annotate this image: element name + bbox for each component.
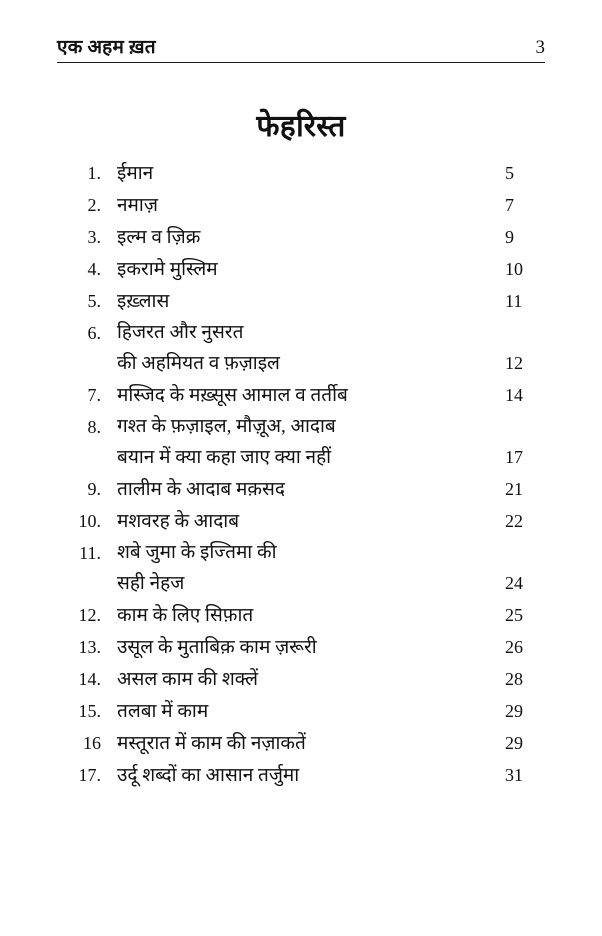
toc-entry-number: 14.	[78, 669, 101, 689]
toc-entry[interactable]	[57, 190, 547, 221]
toc-entry-number: 2.	[87, 195, 101, 215]
toc-entry-number: 13.	[78, 637, 101, 657]
toc-entry-body	[101, 286, 547, 317]
toc-entry[interactable]	[57, 728, 547, 759]
toc-entry-page-number: 31	[505, 765, 523, 785]
toc-entry-page-number: 7	[505, 195, 514, 215]
toc-entry-number: 10.	[78, 511, 101, 531]
toc-entry-title: सही नेहज	[117, 573, 185, 594]
toc-entry-line	[117, 664, 547, 695]
toc-entry-title: इल्म व ज़िक्र	[117, 227, 201, 248]
toc-entry-line	[117, 348, 547, 379]
toc-entry-line	[117, 696, 547, 727]
toc-entry-title: शबे जुमा के इज्तिमा की	[117, 542, 277, 563]
toc-entry-page-number: 25	[505, 605, 523, 625]
toc-entry[interactable]	[57, 254, 547, 285]
toc-entry-line	[117, 222, 547, 253]
toc-entry-line	[117, 474, 547, 505]
toc-entry-line	[117, 632, 547, 663]
toc-entry-page-number: 21	[505, 479, 523, 499]
toc-entry-body	[101, 318, 547, 379]
toc-entry-body	[101, 760, 547, 791]
toc-entry-body	[101, 380, 547, 411]
toc-entry-title: की अहमियत व फ़ज़ाइल	[117, 353, 280, 374]
toc-entry-page-number: 24	[505, 573, 523, 593]
toc-entry-number: 6.	[87, 323, 101, 343]
toc-entry-page-number: 22	[505, 511, 523, 531]
toc-entry-page-number: 26	[505, 637, 523, 657]
toc-entry-body	[101, 696, 547, 727]
toc-entry-number: 7.	[87, 385, 101, 405]
toc-entry-title: मस्तूरात में काम की नज़ाकतें	[117, 733, 306, 754]
toc-entry-body	[101, 412, 547, 473]
toc-entry-line	[117, 600, 547, 631]
toc-entry[interactable]	[57, 318, 547, 379]
toc-entry-line	[117, 254, 547, 285]
toc-entry[interactable]	[57, 538, 547, 599]
toc-entry[interactable]	[57, 412, 547, 473]
toc-entry-number: 12.	[78, 605, 101, 625]
table-of-contents-list	[57, 158, 547, 792]
toc-entry-line	[117, 760, 547, 791]
toc-entry-body	[101, 632, 547, 663]
header-divider-rule	[57, 62, 545, 63]
toc-entry[interactable]	[57, 600, 547, 631]
running-header-title: एक अहम ख़त	[57, 37, 156, 58]
toc-entry-page-number: 11	[505, 291, 523, 311]
toc-entry-title: काम के लिए सिफ़ात	[117, 605, 254, 626]
toc-entry-line	[117, 286, 547, 317]
toc-entry-title: बयान में क्या कहा जाए क्या नहीं	[117, 447, 332, 468]
toc-entry-page-number: 10	[505, 259, 523, 279]
toc-entry-page-number: 9	[505, 227, 514, 247]
toc-entry-title: मशवरह के आदाब	[117, 511, 240, 532]
toc-entry-line	[117, 380, 547, 411]
toc-entry-page-number: 17	[505, 447, 523, 467]
toc-entry-body	[101, 506, 547, 537]
toc-entry-body	[101, 728, 547, 759]
toc-entry-number: 4.	[87, 259, 101, 279]
toc-entry-title: हिजरत और नुसरत	[117, 322, 244, 343]
toc-entry-body	[101, 254, 547, 285]
toc-entry[interactable]	[57, 222, 547, 253]
toc-entry-number: 16	[83, 733, 101, 753]
toc-entry-line	[117, 318, 547, 348]
toc-entry-title: उसूल के मुताबिक़ काम ज़रूरी	[117, 637, 317, 658]
toc-entry-line	[117, 568, 547, 599]
toc-entry[interactable]	[57, 632, 547, 663]
toc-entry-body	[101, 600, 547, 631]
running-header	[57, 33, 545, 59]
toc-entry-line	[117, 506, 547, 537]
toc-entry-title: इकरामे मुस्लिम	[117, 259, 218, 280]
toc-entry[interactable]	[57, 286, 547, 317]
toc-entry-body	[101, 664, 547, 695]
toc-entry-title: तलबा में काम	[117, 701, 209, 722]
toc-entry-line	[117, 158, 547, 189]
toc-entry-line	[117, 442, 547, 473]
page-folio-number: 3	[535, 37, 545, 58]
toc-entry[interactable]	[57, 474, 547, 505]
toc-entry-body	[101, 222, 547, 253]
toc-entry-number: 11.	[79, 543, 101, 563]
toc-entry-body	[101, 190, 547, 221]
toc-entry-title: असल काम की शक्लें	[117, 669, 259, 690]
toc-entry-body	[101, 474, 547, 505]
toc-entry-number: 17.	[78, 765, 101, 785]
toc-entry-page-number: 12	[505, 353, 523, 373]
page-title: फेहरिस्त	[256, 110, 346, 143]
toc-entry-line	[117, 412, 547, 442]
toc-entry-title: ईमान	[117, 163, 154, 184]
toc-entry-title: गश्त के फ़ज़ाइल, मौज़ूअ, आदाब	[117, 416, 336, 437]
toc-entry-number: 9.	[87, 479, 101, 499]
toc-entry-title: मस्जिद के मख़्सूस आमाल व तर्तीब	[117, 385, 348, 406]
toc-entry[interactable]	[57, 696, 547, 727]
toc-entry-number: 15.	[78, 701, 101, 721]
toc-entry-title: नमाज़	[117, 195, 158, 216]
toc-entry-title: इख़्लास	[117, 291, 170, 312]
toc-entry-number: 3.	[87, 227, 101, 247]
toc-entry-title: उर्दू शब्दों का आसान तर्जुमा	[117, 765, 300, 786]
toc-entry-line	[117, 538, 547, 568]
toc-entry-line	[117, 190, 547, 221]
toc-entry-page-number: 29	[505, 733, 523, 753]
toc-entry-line	[117, 728, 547, 759]
toc-entry[interactable]	[57, 760, 547, 791]
toc-entry-page-number: 28	[505, 669, 523, 689]
toc-entry[interactable]	[57, 506, 547, 537]
toc-entry-page-number: 5	[505, 163, 514, 183]
toc-entry-body	[101, 538, 547, 599]
toc-entry-body	[101, 158, 547, 189]
toc-entry-page-number: 14	[505, 385, 523, 405]
toc-entry-title: तालीम के आदाब मक़सद	[117, 479, 285, 500]
toc-entry[interactable]	[57, 158, 547, 189]
toc-entry[interactable]	[57, 664, 547, 695]
toc-entry-number: 5.	[87, 291, 101, 311]
toc-entry[interactable]	[57, 380, 547, 411]
toc-entry-page-number: 29	[505, 701, 523, 721]
toc-entry-number: 1.	[87, 163, 101, 183]
toc-entry-number: 8.	[87, 417, 101, 437]
